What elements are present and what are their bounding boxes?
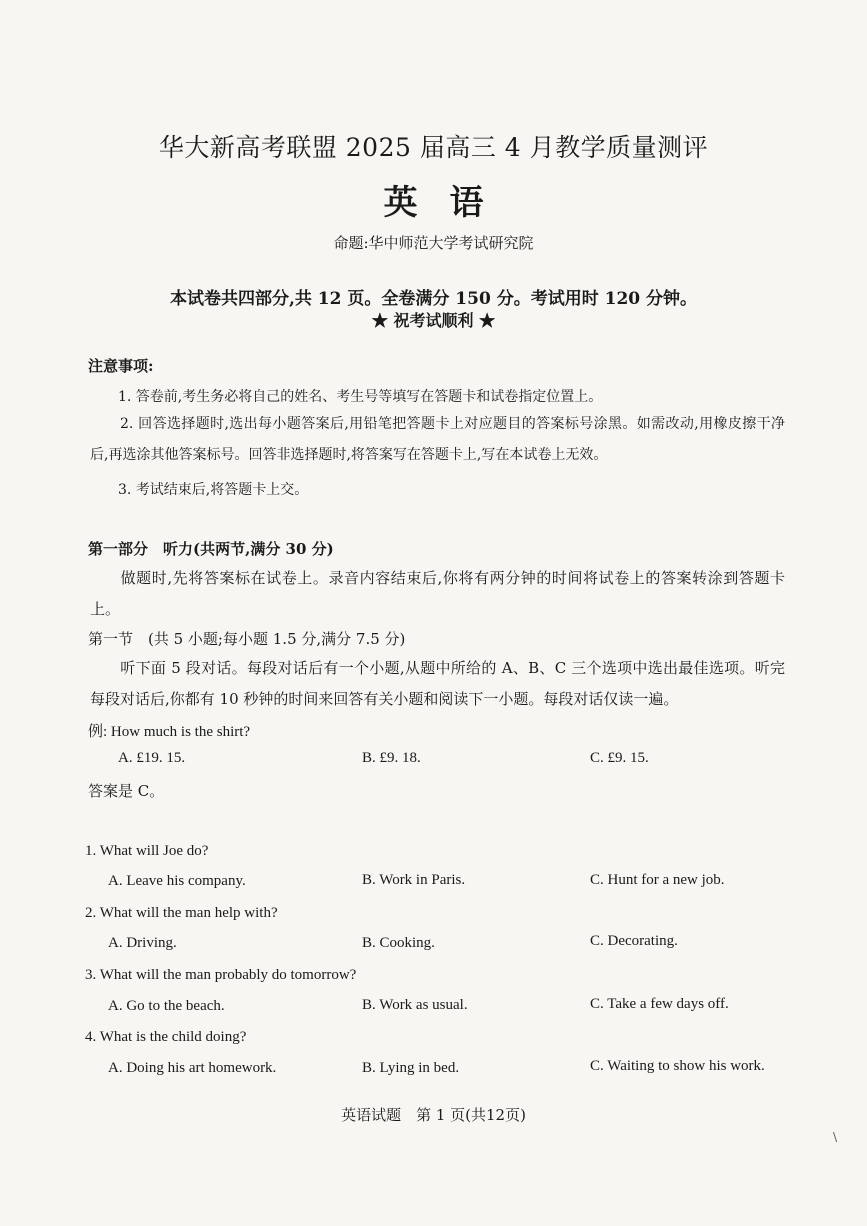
question-1-option-c: C. Hunt for a new job. <box>590 872 725 888</box>
question-3: 3. What will the man probably do tomorrow? <box>85 967 357 983</box>
question-2-option-c: C. Decorating. <box>590 933 678 949</box>
question-2-option-a: A. Driving. <box>108 935 177 951</box>
part1-intro <box>90 563 785 625</box>
example-option-b: B. £9. 18. <box>362 750 421 766</box>
question-1-option-a: A. Leave his company. <box>108 873 246 889</box>
section1-intro <box>90 653 785 715</box>
section1-intro-text: 听下面 5 段对话。每段对话后有一个小题,从题中所给的 A、B、C 三个选项中选出最佳选项。听完每段对话后,你都有 10 秒钟的时间来回答有关小题和阅读下一小题。每段对话仅读一遍。 <box>90 659 785 708</box>
exam-title: 华大新高考联盟 2025 届高三 4 月教学质量测评 <box>158 133 709 162</box>
question-4-option-a: A. Doing his art homework. <box>108 1060 277 1076</box>
question-4-option-b: B. Lying in bed. <box>362 1060 460 1076</box>
question-3-option-b: B. Work as usual. <box>362 997 468 1013</box>
part1-heading: 第一部分 听力(共两节,满分 30 分) <box>88 540 334 558</box>
question-4: 4. What is the child doing? <box>85 1029 247 1045</box>
margin-mark: \ <box>833 1130 838 1144</box>
note-item-2-text: 2. 回答选择题时,选出每小题答案后,用铅笔把答题卡上对应题目的答案标号涂黑。如需改动,用橡皮擦干净后,再选涂其他答案标号。回答非选择题时,将答案写在答题卡上,写在本试卷上无效。 <box>90 416 785 463</box>
note-item-1: 1. 答卷前,考生务必将自己的姓名、考生号等填写在答题卡和试卷指定位置上。 <box>118 389 603 405</box>
example-question: 例: How much is the shirt? <box>88 724 251 740</box>
example-option-a: A. £19. 15. <box>118 750 186 766</box>
note-item-2 <box>90 409 785 471</box>
question-2: 2. What will the man help with? <box>85 905 278 921</box>
question-1-option-b: B. Work in Paris. <box>362 872 466 888</box>
note-item-3: 3. 考试结束后,将答题卡上交。 <box>118 482 309 498</box>
page-footer: 英语试题 第 1 页(共12页) <box>341 1106 526 1124</box>
question-2-option-b: B. Cooking. <box>362 935 435 951</box>
part1-intro-text: 做题时,先将答案标在试卷上。录音内容结束后,你将有两分钟的时间将试卷上的答案转涂到答题卡上。 <box>90 569 785 618</box>
subject-title: 英语 <box>383 183 516 223</box>
example-answer: 答案是 C。 <box>88 782 165 800</box>
good-luck-line: ★ 祝考试顺利 ★ <box>371 311 496 330</box>
question-3-option-a: A. Go to the beach. <box>108 998 225 1014</box>
question-1: 1. What will Joe do? <box>85 843 209 859</box>
exam-info: 本试卷共四部分,共 12 页。全卷满分 150 分。考试用时 120 分钟。 <box>169 289 698 309</box>
section1-heading: 第一节 (共 5 小题;每小题 1.5 分,满分 7.5 分) <box>88 630 406 648</box>
author-line: 命题:华中师范大学考试研究院 <box>333 234 534 252</box>
example-option-c: C. £9. 15. <box>590 750 649 766</box>
notes-heading: 注意事项: <box>88 357 154 375</box>
question-3-option-c: C. Take a few days off. <box>590 996 729 1012</box>
question-4-option-c: C. Waiting to show his work. <box>590 1058 765 1074</box>
